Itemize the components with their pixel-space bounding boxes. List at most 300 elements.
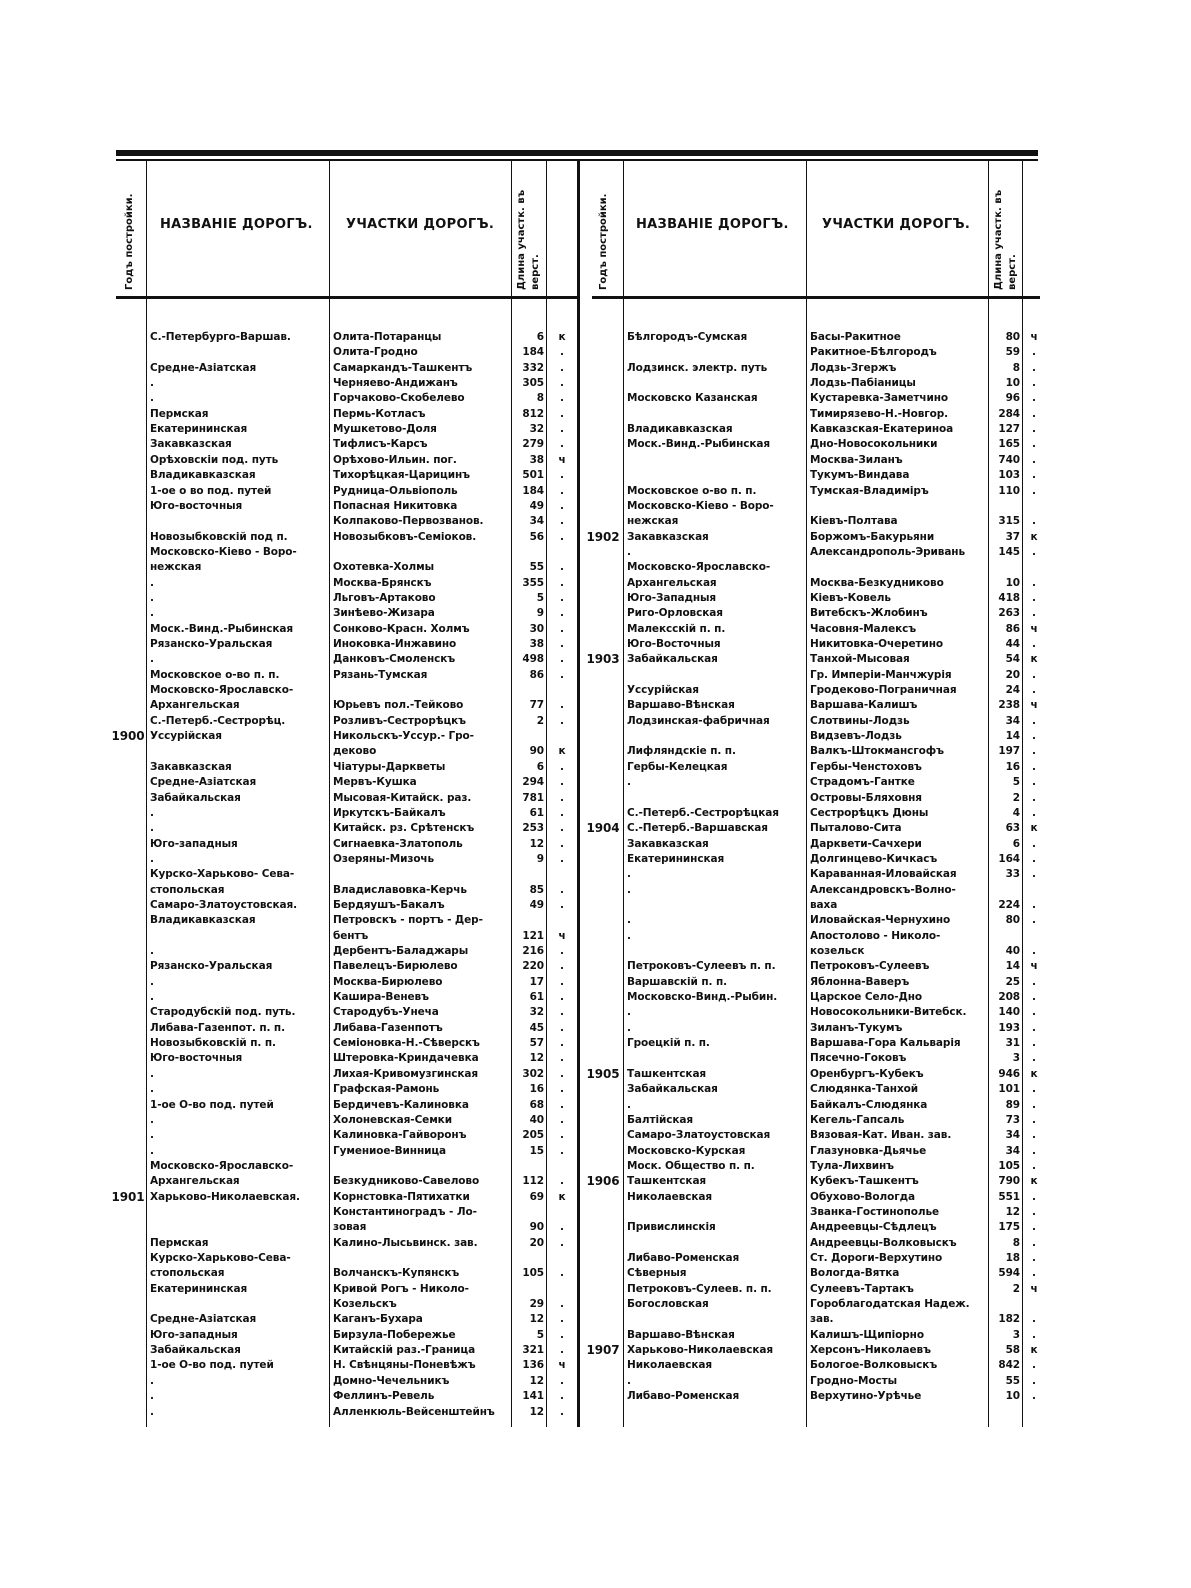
section-cell: Мушкетово-Доля xyxy=(333,423,437,436)
mark-cell: . xyxy=(1032,392,1036,405)
length-cell: 40 xyxy=(529,1113,544,1126)
road-cell: Сѣверныя xyxy=(627,1267,687,1280)
header-rule-right xyxy=(592,296,1040,299)
mark-cell: . xyxy=(560,1328,564,1341)
road-cell: Закавказская xyxy=(627,530,709,543)
section-cell: Льговъ-Артаково xyxy=(333,591,436,604)
section-cell: Лодзь-Пабіаницы xyxy=(810,377,916,390)
mark-cell: . xyxy=(560,791,564,804)
road-cell: . xyxy=(150,1374,154,1387)
mark-cell: . xyxy=(560,653,564,666)
section-cell: Константиноградъ - Ло- xyxy=(333,1205,477,1218)
mark-cell: . xyxy=(560,1067,564,1080)
section-cell: Безкудниково-Савелово xyxy=(333,1175,480,1188)
length-cell: 315 xyxy=(998,515,1020,528)
section-cell: Кривой Рогъ - Николо- xyxy=(333,1282,469,1295)
mark-cell: . xyxy=(560,699,564,712)
mark-cell: . xyxy=(560,1021,564,1034)
section-cell: Иркутскъ-Байкалъ xyxy=(333,806,446,819)
section-cell: Тифлисъ-Карсъ xyxy=(333,438,428,451)
length-cell: 77 xyxy=(529,699,544,712)
length-cell: 208 xyxy=(998,991,1020,1004)
mark-cell: . xyxy=(560,760,564,773)
length-cell: 20 xyxy=(529,1236,544,1249)
road-cell: . xyxy=(150,975,154,988)
road-cell: Моск. Общество п. п. xyxy=(627,1159,755,1172)
mark-cell: ч xyxy=(1030,699,1038,712)
section-cell: Сигнаевка-Златополь xyxy=(333,837,463,850)
length-cell: 165 xyxy=(998,438,1020,451)
section-cell: Пясечно-Гоковъ xyxy=(810,1052,907,1065)
section-cell: Долгинцево-Кичкасъ xyxy=(810,852,938,865)
mark-cell: . xyxy=(1032,1190,1036,1203)
length-cell: 781 xyxy=(522,791,544,804)
length-cell: 68 xyxy=(529,1098,544,1111)
section-cell: Холоневская-Семки xyxy=(333,1113,452,1126)
section-cell: Москва-Безкудниково xyxy=(810,576,944,589)
section-cell: Гороблагодатская Надеж. xyxy=(810,1298,970,1311)
section-cell: Кашира-Веневъ xyxy=(333,991,429,1004)
length-cell: 501 xyxy=(522,469,544,482)
length-cell: 10 xyxy=(1005,576,1020,589)
road-cell: . xyxy=(627,776,631,789)
mark-cell: к xyxy=(1030,822,1038,835)
mark-cell: . xyxy=(1032,1359,1036,1372)
mark-cell: ч xyxy=(558,929,566,942)
length-cell: 73 xyxy=(1005,1113,1020,1126)
mark-cell: . xyxy=(560,1129,564,1142)
mark-cell: . xyxy=(560,975,564,988)
length-cell: 16 xyxy=(1005,760,1020,773)
section-cell: Феллинъ-Ревель xyxy=(333,1390,435,1403)
road-cell: нежская xyxy=(627,515,679,528)
road-cell: Владикавказская xyxy=(627,423,733,436)
section-cell: Валкъ-Штокмансгофъ xyxy=(810,745,944,758)
road-cell: . xyxy=(150,392,154,405)
length-cell: 3 xyxy=(1012,1328,1020,1341)
length-cell: 112 xyxy=(522,1175,544,1188)
section-cell: Калишъ-Щипіорно xyxy=(810,1328,924,1341)
mark-cell: . xyxy=(560,806,564,819)
section-cell: Сулеевъ-Тартакъ xyxy=(810,1282,914,1295)
length-header-right-2: верст. xyxy=(1007,254,1018,290)
length-cell: 6 xyxy=(536,760,544,773)
section-cell: Боржомъ-Бакурьяни xyxy=(810,530,935,543)
road-cell: Привислинскія xyxy=(627,1221,716,1234)
section-cell: Караванная-Иловайская xyxy=(810,868,957,881)
section-cell: Званка-Гостинополье xyxy=(810,1205,940,1218)
section-cell: Тихорѣцкая-Царицинъ xyxy=(333,469,470,482)
mark-cell: . xyxy=(560,1083,564,1096)
mark-cell: . xyxy=(560,638,564,650)
road-cell: Юго-Восточныя xyxy=(627,638,721,650)
mark-cell: . xyxy=(1032,545,1036,558)
road-cell: Архангельская xyxy=(627,576,717,589)
road-cell: . xyxy=(150,822,154,835)
length-cell: 45 xyxy=(529,1021,544,1034)
mark-cell: ч xyxy=(1030,960,1038,973)
mark-cell: . xyxy=(1032,1129,1036,1142)
length-cell: 5 xyxy=(536,1328,544,1341)
length-cell: 96 xyxy=(1005,392,1020,405)
length-cell: 31 xyxy=(1005,1037,1020,1050)
section-cell: Царское Село-Дно xyxy=(810,991,922,1004)
mark-cell: . xyxy=(560,423,564,436)
section-cell: Семіоновка-Н.-Сѣверскъ xyxy=(333,1037,480,1050)
length-cell: 44 xyxy=(1005,638,1020,650)
road-cell: Самаро-Златоустовская xyxy=(627,1129,771,1142)
mark-cell: . xyxy=(560,714,564,727)
section-cell: Рудница-Ольвіополь xyxy=(333,484,458,497)
mark-cell: ч xyxy=(1030,622,1038,635)
road-cell: Балтійская xyxy=(627,1113,693,1126)
section-cell: Данковъ-Смоленскъ xyxy=(333,653,456,666)
length-cell: 34 xyxy=(1005,1129,1020,1142)
mark-cell: . xyxy=(1032,806,1036,819)
length-cell: 14 xyxy=(1005,730,1020,743)
mark-cell: к xyxy=(1030,1067,1038,1080)
section-cell: Тукумъ-Виндава xyxy=(810,469,910,482)
length-cell: 18 xyxy=(1005,1252,1020,1264)
mark-cell: . xyxy=(560,407,564,420)
length-cell: 34 xyxy=(529,515,544,528)
road-cell: Либаво-Роменская xyxy=(627,1390,740,1403)
mark-cell: . xyxy=(1032,1144,1036,1157)
section-cell: Сонково-Красн. Холмъ xyxy=(333,622,470,635)
section-cell: Москва-Брянскъ xyxy=(333,576,432,589)
road-cell: . xyxy=(150,377,154,390)
mark-cell: . xyxy=(560,1390,564,1403)
length-cell: 61 xyxy=(529,806,544,819)
length-cell: 332 xyxy=(522,361,544,374)
road-cell: Петроковъ-Сулеев. п. п. xyxy=(627,1282,772,1295)
section-cell: Охотевка-Холмы xyxy=(333,561,435,574)
road-cell: С.-Петерб.-Сестрорѣц. xyxy=(150,714,286,727)
section-cell: Волчанскъ-Купянскъ xyxy=(333,1267,460,1280)
length-cell: 49 xyxy=(529,499,544,512)
road-cell: . xyxy=(627,883,631,896)
mark-cell: к xyxy=(1030,1344,1038,1357)
section-cell: Зинѣево-Жизара xyxy=(333,607,435,620)
mark-cell: . xyxy=(1032,1037,1036,1050)
section-cell: Н. Свѣнцяны-Поневѣжъ xyxy=(333,1359,476,1372)
road-cell: . xyxy=(627,914,631,927)
section-cell: Мысовая-Китайск. раз. xyxy=(333,791,472,804)
mark-cell: . xyxy=(560,898,564,911)
section-cell: Китайскій раз.-Граница xyxy=(333,1344,476,1357)
section-cell: Лихая-Кривомузгинская xyxy=(333,1067,479,1080)
road-cell: Варшаво-Вѣнская xyxy=(627,699,735,712)
road-cell: 1-ое О-во под. путей xyxy=(150,1098,274,1111)
section-cell: зав. xyxy=(810,1313,834,1326)
length-cell: 193 xyxy=(998,1021,1020,1034)
mark-cell: . xyxy=(1032,1205,1036,1218)
length-cell: 90 xyxy=(529,1221,544,1234)
section-cell: Гродно-Мосты xyxy=(810,1374,897,1387)
mark-cell: . xyxy=(1032,1083,1036,1096)
mark-cell: . xyxy=(560,361,564,374)
length-cell: 498 xyxy=(522,653,544,666)
length-cell: 12 xyxy=(529,1405,544,1418)
length-cell: 216 xyxy=(522,945,544,957)
mark-cell: . xyxy=(560,591,564,604)
mark-cell: . xyxy=(1032,730,1036,743)
section-cell: Верхутино-Урѣчье xyxy=(810,1390,922,1403)
road-cell: Московско-Кіево - Воро- xyxy=(627,499,774,512)
length-cell: 238 xyxy=(998,699,1020,712)
road-cell: Забайкальская xyxy=(627,1083,718,1096)
road-cell: Гербы-Келецкая xyxy=(627,760,728,773)
mark-cell: . xyxy=(560,852,564,865)
road-cell: . xyxy=(627,1098,631,1111)
road-cell: С.-Петерб.-Сестрорѣцкая xyxy=(627,806,779,819)
length-cell: 5 xyxy=(536,591,544,604)
length-cell: 86 xyxy=(1005,622,1020,635)
length-cell: 136 xyxy=(522,1359,544,1372)
length-cell: 40 xyxy=(1005,945,1020,957)
road-cell: . xyxy=(150,945,154,957)
mark-cell: . xyxy=(1032,576,1036,589)
mark-cell: . xyxy=(1032,1374,1036,1387)
mark-cell: . xyxy=(1032,1221,1036,1234)
section-cell: Байкалъ-Слюдянка xyxy=(810,1098,928,1111)
length-cell: 12 xyxy=(1005,1205,1020,1218)
road-cell: Забайкальская xyxy=(150,1344,241,1357)
section-cell: Юрьевъ пол.-Тейково xyxy=(333,699,464,712)
mark-cell: . xyxy=(560,377,564,390)
road-cell: Николаевская xyxy=(627,1190,713,1203)
length-cell: 2 xyxy=(1012,1282,1020,1295)
road-cell: . xyxy=(627,545,631,558)
section-cell: Кубекъ-Ташкентъ xyxy=(810,1175,919,1188)
road-cell: Закавказская xyxy=(150,760,232,773)
mark-cell: . xyxy=(1032,1159,1036,1172)
length-cell: 121 xyxy=(522,929,544,942)
section-cell: Чіатуры-Даркветы xyxy=(333,760,446,773)
section-cell: Лодзь-Згержъ xyxy=(810,361,897,374)
section-cell: Глазуновка-Дьячье xyxy=(810,1144,927,1157)
road-cell: Московско-Курская xyxy=(627,1144,746,1157)
road-cell: Рязанско-Уральская xyxy=(150,960,273,973)
mark-cell: . xyxy=(560,1374,564,1387)
road-cell: Петроковъ-Сулеевъ п. п. xyxy=(627,960,776,973)
length-cell: 812 xyxy=(522,407,544,420)
mark-cell: . xyxy=(1032,515,1036,528)
mark-cell: . xyxy=(1032,377,1036,390)
road-cell: Лодзинск. электр. путь xyxy=(627,361,768,374)
road-header-left: НАЗВАНІЕ ДОРОГЪ. xyxy=(160,217,313,232)
section-cell: Сестрорѣцкъ Дюны xyxy=(810,806,929,819)
section-cell: Корнстовка-Пятихатки xyxy=(333,1190,470,1203)
section-cell: Слюдянка-Танхой xyxy=(810,1083,918,1096)
section-cell: Горчаково-Скобелево xyxy=(333,392,465,405)
mark-cell: к xyxy=(1030,530,1038,543)
length-cell: 205 xyxy=(522,1129,544,1142)
col-line xyxy=(623,161,624,1427)
road-cell: Харьково-Николаевская. xyxy=(150,1190,300,1203)
length-cell: 284 xyxy=(998,407,1020,420)
length-cell: 8 xyxy=(1012,361,1020,374)
mark-cell: . xyxy=(1032,684,1036,697)
road-cell: Архангельская xyxy=(150,1175,240,1188)
mark-cell: . xyxy=(1032,837,1036,850)
road-cell: Новозыбковскій под п. xyxy=(150,530,288,543)
length-cell: 9 xyxy=(536,607,544,620)
mark-cell: . xyxy=(560,960,564,973)
section-cell: Вязовая-Кат. Иван. зав. xyxy=(810,1129,952,1142)
length-cell: 184 xyxy=(522,346,544,359)
length-cell: 197 xyxy=(998,745,1020,758)
road-cell: Юго-Западныя xyxy=(627,591,717,604)
section-cell: Олита-Потаранцы xyxy=(333,331,442,343)
section-cell: Вологда-Вятка xyxy=(810,1267,900,1280)
section-cell: Штеровка-Криндачевка xyxy=(333,1052,479,1065)
mark-cell: . xyxy=(560,1298,564,1311)
section-cell: Андреевцы-Сѣдлецъ xyxy=(810,1221,937,1234)
length-cell: 145 xyxy=(998,545,1020,558)
section-header-right: УЧАСТКИ ДОРОГЪ. xyxy=(822,217,971,232)
road-cell: Юго-восточныя xyxy=(150,499,243,512)
road-cell: Ташкентская xyxy=(627,1175,707,1188)
road-cell: . xyxy=(150,806,154,819)
road-cell: стопольская xyxy=(150,883,225,896)
section-cell: Александровскъ-Волно- xyxy=(810,883,956,896)
length-cell: 302 xyxy=(522,1067,544,1080)
mark-cell: . xyxy=(1032,914,1036,927)
col-line xyxy=(329,161,330,1427)
road-cell: . xyxy=(627,1374,631,1387)
section-cell: Стародубъ-Унеча xyxy=(333,1006,439,1019)
mark-cell: . xyxy=(1032,745,1036,758)
section-cell: Кіевъ-Ковель xyxy=(810,591,891,604)
length-cell: 85 xyxy=(529,883,544,896)
road-cell: Московско Казанская xyxy=(627,392,758,405)
road-cell: . xyxy=(150,653,154,666)
length-cell: 24 xyxy=(1005,684,1020,697)
road-cell: Екатерининская xyxy=(627,852,725,865)
year-header-left: Годъ постройки. xyxy=(124,193,135,290)
section-cell: Бердичевъ-Калиновка xyxy=(333,1098,469,1111)
length-cell: 103 xyxy=(998,469,1020,482)
length-cell: 16 xyxy=(529,1083,544,1096)
length-cell: 946 xyxy=(998,1067,1020,1080)
col-line xyxy=(146,161,147,1427)
year-cell: 1903 xyxy=(586,652,620,667)
length-cell: 32 xyxy=(529,423,544,436)
section-cell: деково xyxy=(333,745,377,758)
mark-cell: . xyxy=(560,776,564,789)
road-cell: . xyxy=(150,607,154,620)
section-cell: козельск xyxy=(810,945,865,957)
length-cell: 127 xyxy=(998,423,1020,436)
road-cell: Закавказская xyxy=(150,438,232,451)
length-cell: 355 xyxy=(522,576,544,589)
road-cell: Средне-Азіатская xyxy=(150,776,257,789)
section-cell: Тимирязево-Н.-Новгор. xyxy=(810,407,949,420)
road-cell: Уссурійская xyxy=(627,684,699,697)
section-header-left: УЧАСТКИ ДОРОГЪ. xyxy=(346,217,495,232)
road-cell: Забайкальская xyxy=(150,791,241,804)
mark-cell: . xyxy=(560,469,564,482)
length-cell: 32 xyxy=(529,1006,544,1019)
section-cell: Черняево-Андижанъ xyxy=(333,377,458,390)
mark-cell: к xyxy=(1030,1175,1038,1188)
mark-cell: . xyxy=(560,1037,564,1050)
section-cell: Андреевцы-Волковыскъ xyxy=(810,1236,957,1249)
mark-cell: . xyxy=(1032,991,1036,1004)
road-cell: Закавказская xyxy=(627,837,709,850)
section-cell: Тула-Лихвинъ xyxy=(810,1159,894,1172)
road-cell: Московско-Ярославско- xyxy=(150,684,294,697)
section-cell: Самаркандъ-Ташкентъ xyxy=(333,361,473,374)
mark-cell: . xyxy=(560,1313,564,1326)
length-cell: 294 xyxy=(522,776,544,789)
length-cell: 57 xyxy=(529,1037,544,1050)
length-cell: 61 xyxy=(529,991,544,1004)
length-cell: 4 xyxy=(1012,806,1020,819)
length-cell: 6 xyxy=(536,331,544,343)
road-cell: . xyxy=(150,1129,154,1142)
length-cell: 80 xyxy=(1005,914,1020,927)
mark-cell: . xyxy=(1032,453,1036,466)
length-cell: 184 xyxy=(522,484,544,497)
length-cell: 105 xyxy=(522,1267,544,1280)
length-cell: 12 xyxy=(529,1052,544,1065)
road-cell: Ташкентская xyxy=(627,1067,707,1080)
mark-cell: . xyxy=(560,1113,564,1126)
mark-cell: . xyxy=(560,1006,564,1019)
mark-cell: . xyxy=(1032,591,1036,604)
mark-cell: . xyxy=(560,883,564,896)
mark-cell: . xyxy=(1032,1313,1036,1326)
length-cell: 8 xyxy=(536,392,544,405)
length-cell: 740 xyxy=(998,453,1020,466)
length-cell: 110 xyxy=(998,484,1020,497)
section-cell: Пермь-Котласъ xyxy=(333,407,426,420)
length-cell: 141 xyxy=(522,1390,544,1403)
mark-cell: . xyxy=(560,1221,564,1234)
year-cell: 1902 xyxy=(586,529,620,544)
road-cell: Самаро-Златоустовская. xyxy=(150,898,298,911)
length-cell: 80 xyxy=(1005,331,1020,343)
section-cell: Иноковка-Инжавино xyxy=(333,638,457,650)
length-cell: 140 xyxy=(998,1006,1020,1019)
road-cell: Московско-Ярославско- xyxy=(627,561,771,574)
length-cell: 790 xyxy=(998,1175,1020,1188)
length-cell: 2 xyxy=(536,714,544,727)
road-cell: Бѣлгородъ-Сумская xyxy=(627,331,748,343)
mark-cell: . xyxy=(1032,1328,1036,1341)
section-cell: Китайск. рз. Срѣтенскъ xyxy=(333,822,475,835)
col-line xyxy=(1022,161,1023,1427)
top-rule-thick xyxy=(116,150,1038,156)
length-cell: 20 xyxy=(1005,668,1020,681)
road-cell: Курско-Харьково-Сева- xyxy=(150,1252,291,1264)
section-cell: Орѣхово-Ильин. пог. xyxy=(333,453,457,466)
mark-cell: . xyxy=(560,1267,564,1280)
road-cell: Пермская xyxy=(150,1236,209,1249)
section-cell: Никитовка-Очеретино xyxy=(810,638,944,650)
mark-cell: . xyxy=(1032,1267,1036,1280)
road-cell: . xyxy=(627,929,631,942)
road-cell: Средне-Азіатская xyxy=(150,1313,257,1326)
road-cell: Стародубскій под. путь. xyxy=(150,1006,296,1019)
road-cell: Пермская xyxy=(150,407,209,420)
section-cell: Варшава-Гора Кальварія xyxy=(810,1037,961,1050)
section-cell: Москва-Зиланъ xyxy=(810,453,903,466)
section-cell: Басы-Ракитное xyxy=(810,331,901,343)
road-cell: Юго-западныя xyxy=(150,837,238,850)
